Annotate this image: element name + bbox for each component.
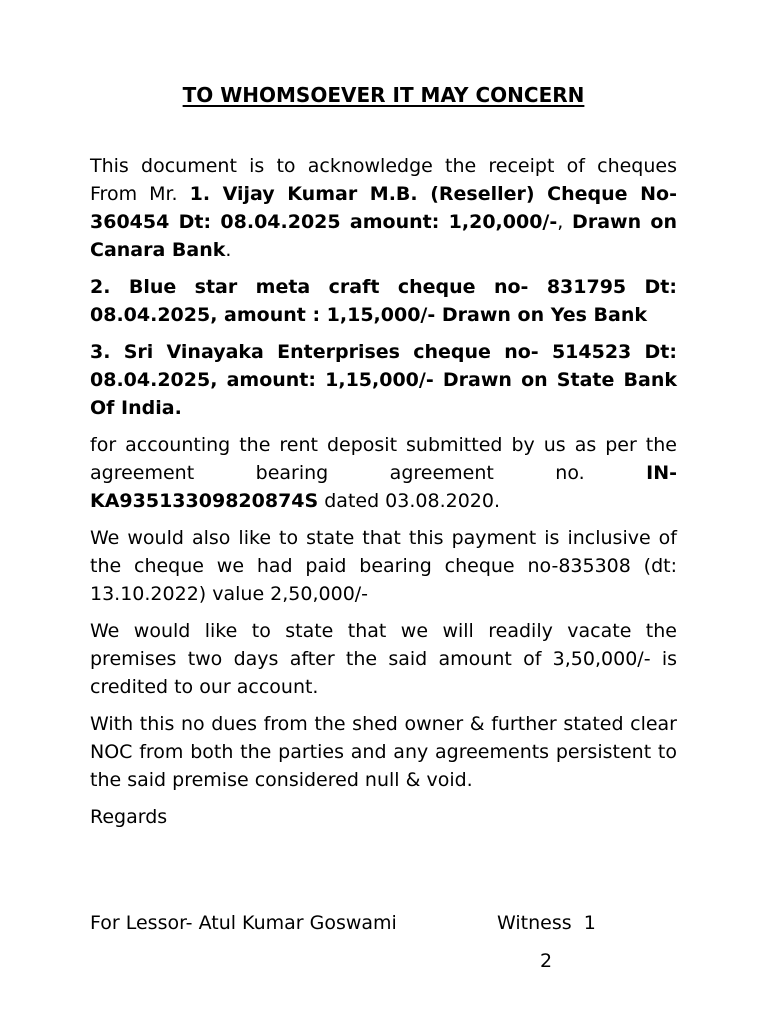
signature-row [90, 909, 677, 937]
acknowledgement-period: . [225, 239, 232, 261]
paragraph-accounting [90, 431, 677, 515]
acknowledgement-comma: , [557, 211, 573, 233]
document-body [90, 152, 677, 831]
cheque-1-bank: Drawn on Canara Bank [90, 211, 677, 261]
cheque-2-details: 2. Blue star meta craft cheque no- 831795 Dt: 08.04.2025, amount : 1,15,000/- Drawn on Yes Bank [90, 276, 677, 326]
paragraph-cheque-2 [90, 273, 677, 329]
witness-label: Witness 1 [497, 912, 596, 934]
lessor-signature-label: For Lessor- Atul Kumar Goswami [90, 912, 397, 934]
regards-text: Regards [90, 806, 168, 828]
document-title: TO WHOMSOEVER IT MAY CONCERN [182, 83, 585, 107]
acknowledgement-intro: This document is to acknowledge the receipt of cheques From Mr. [90, 155, 677, 205]
cheque-3-details: 3. Sri Vinayaka Enterprises cheque no- 514523 Dt: 08.04.2025, amount: 1,15,000/- Drawn on State Bank Of India. [90, 341, 677, 419]
paragraph-vacate-premises: We would like to state that we will readily vacate the premises two days after the said amount of 3,50,000/- is credited to our account. [90, 620, 677, 698]
cheque-1-details: 1. Vijay Kumar M.B. (Reseller) Cheque No- 360454 Dt: 08.04.2025 amount: 1,20,000/- [90, 183, 677, 233]
agreement-number: IN-KA93513309820874S [90, 462, 677, 512]
document-page [90, 0, 677, 1024]
paragraph-acknowledgement [90, 152, 677, 264]
accounting-text: for accounting the rent deposit submitted by us as per the agreement bearing agreement no. [90, 434, 677, 484]
paragraph-no-dues: With this no dues from the shed owner & further stated clear NOC from both the parties and any agreements persistent to the said premise considered null & void. [90, 713, 677, 791]
agreement-dated: dated 03.08.2020. [318, 490, 501, 512]
page-number: 2 [540, 950, 553, 972]
paragraph-inclusive-payment: We would also like to state that this payment is inclusive of the cheque we had paid bearing cheque no-835308 (dt: 13.10.2022) value 2,50,000/- [90, 527, 677, 605]
paragraph-cheque-3 [90, 338, 677, 422]
